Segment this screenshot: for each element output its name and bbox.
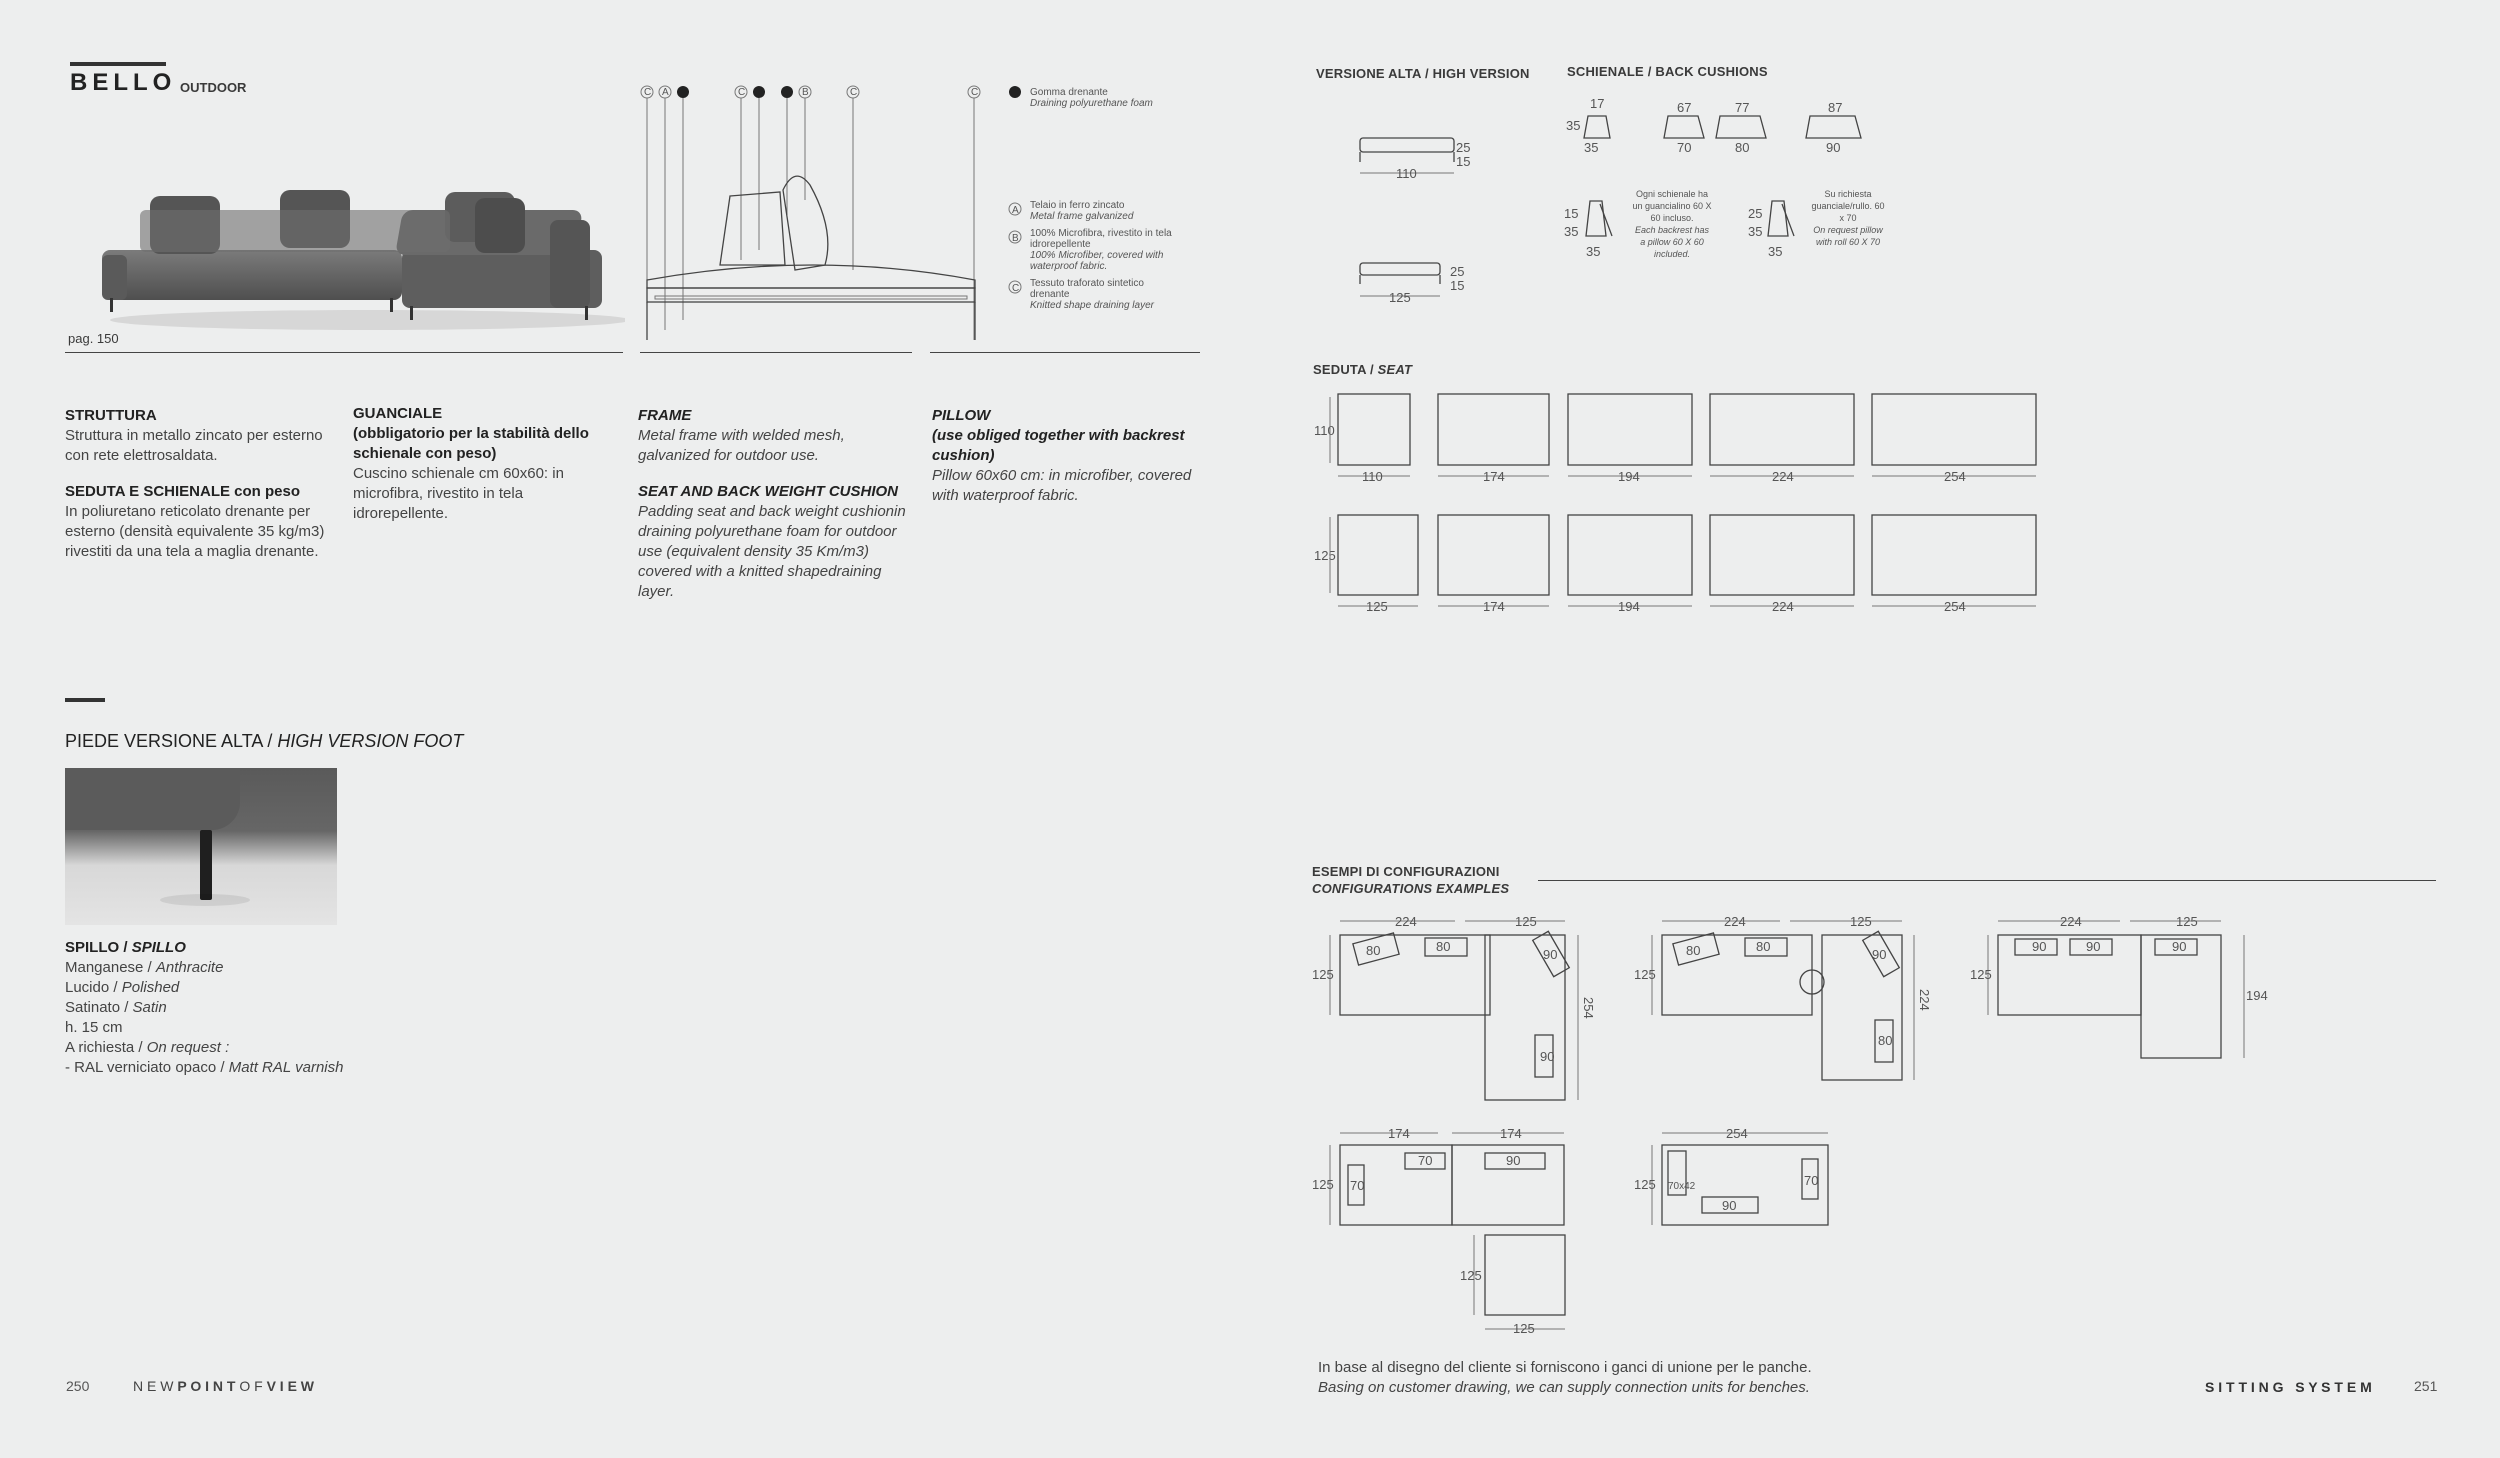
svg-text:70: 70 — [1677, 140, 1692, 155]
photo-caption: pag. 150 — [68, 331, 119, 346]
svg-text:C: C — [850, 87, 858, 98]
svg-text:254: 254 — [1726, 1126, 1748, 1141]
svg-text:110: 110 — [1396, 166, 1417, 181]
svg-text:70: 70 — [1350, 1178, 1365, 1193]
svg-text:254: 254 — [1944, 599, 1966, 614]
brand-tagline: N E W P O I N T O F V I E W — [133, 1378, 315, 1394]
svg-text:15: 15 — [1456, 154, 1470, 169]
config-note-en: Basing on customer drawing, we can supply connection units for benches. — [1318, 1379, 1810, 1396]
svg-text:125: 125 — [1312, 1177, 1334, 1192]
foot-ral: - RAL verniciato opaco / Matt RAL varnish — [65, 1059, 344, 1076]
foot-option: Lucido / Polished — [65, 979, 180, 996]
svg-text:25: 25 — [1748, 206, 1763, 221]
legend-a-it: Telaio in ferro zincato — [1030, 200, 1125, 211]
config-examples — [1310, 905, 2270, 1345]
svg-text:35: 35 — [1586, 244, 1601, 259]
legend-foam-it: Gomma drenante — [1030, 87, 1108, 98]
legend-a-en: Metal frame galvanized — [1030, 211, 1134, 222]
seat-title: SEDUTA / SEAT — [1313, 362, 1413, 377]
legend-c-it: Tessuto traforato sintetico drenante — [1030, 278, 1144, 300]
section-label: S I T T I N G S Y S T E M — [2205, 1379, 2372, 1395]
pillow-text: Pillow 60x60 cm: in microfiber, covered with waterproof fabric. — [932, 467, 1192, 504]
guanciale-title: GUANCIALE — [353, 405, 443, 422]
legend-a-icon — [1008, 202, 1022, 216]
svg-text:194: 194 — [1618, 469, 1640, 484]
svg-text:B: B — [1012, 233, 1019, 244]
svg-text:C: C — [971, 87, 979, 98]
legend-b-it: 100% Microfibra, rivestito in tela idrorepellente — [1030, 228, 1172, 250]
svg-text:17: 17 — [1590, 96, 1605, 111]
foot-height: h. 15 cm — [65, 1019, 123, 1036]
svg-text:25: 25 — [1450, 264, 1465, 279]
svg-text:90: 90 — [1826, 140, 1841, 155]
sofa-photo — [80, 170, 625, 340]
svg-text:80: 80 — [1436, 939, 1451, 954]
svg-text:110: 110 — [1314, 423, 1335, 438]
svg-text:15: 15 — [1564, 206, 1579, 221]
legend-c-en: Knitted shape draining layer — [1030, 300, 1154, 311]
svg-text:125: 125 — [1389, 290, 1411, 305]
legend-b-en: 100% Microfiber, covered with waterproof fabric. — [1030, 250, 1164, 272]
foot-name: SPILLO / SPILLO — [65, 939, 186, 956]
svg-text:90: 90 — [2086, 939, 2101, 954]
svg-text:125: 125 — [1460, 1268, 1482, 1283]
divider — [65, 352, 623, 353]
seat-modules — [1310, 385, 2050, 625]
svg-text:80: 80 — [1878, 1033, 1893, 1048]
divider — [930, 352, 1200, 353]
page-number-right: 251 — [2414, 1378, 2438, 1394]
svg-text:174: 174 — [1500, 1126, 1522, 1141]
seat-title: SEAT AND BACK WEIGHT CUSHION — [638, 483, 898, 500]
config-note-it: In base al disegno del cliente si forniscono i ganci di unione per le panche. — [1318, 1359, 1812, 1376]
svg-text:125: 125 — [1634, 1177, 1656, 1192]
svg-text:B: B — [802, 87, 809, 98]
svg-text:194: 194 — [1618, 599, 1640, 614]
svg-text:80: 80 — [1366, 943, 1381, 958]
back-cushions-title: SCHIENALE / BACK CUSHIONS — [1567, 64, 1768, 79]
back-note-it: Ogni schienale ha un guancialino 60 X 60 incluso. — [1632, 189, 1712, 223]
svg-text:A: A — [1012, 205, 1019, 216]
back-cushions-drawing — [1560, 96, 1900, 276]
config-5 — [1634, 1126, 1828, 1225]
svg-text:174: 174 — [1483, 469, 1505, 484]
svg-text:125: 125 — [1970, 967, 1992, 982]
brand-subtitle: OUTDOOR — [180, 80, 247, 95]
brand-logo: BELLO — [70, 62, 176, 97]
guanciale-text: Cuscino schienale cm 60x60: in microfibra, rivestito in tela idrorepellente. — [353, 465, 564, 522]
svg-text:125: 125 — [1366, 599, 1388, 614]
svg-text:35: 35 — [1584, 140, 1599, 155]
svg-text:90: 90 — [1872, 947, 1887, 962]
foot-photo — [65, 768, 337, 925]
svg-text:224: 224 — [1772, 469, 1794, 484]
foot-title: PIEDE VERSIONE ALTA / HIGH VERSION FOOT — [65, 731, 464, 751]
svg-text:125: 125 — [1634, 967, 1656, 982]
seduta-text: In poliuretano reticolato drenante per esterno (densità equivalente 35 kg/m3) rivestiti da una tela a maglia drenante. — [65, 503, 325, 560]
divider — [640, 352, 912, 353]
svg-text:90: 90 — [1540, 1049, 1555, 1064]
svg-text:80: 80 — [1756, 939, 1771, 954]
svg-text:224: 224 — [1724, 914, 1746, 929]
svg-text:87: 87 — [1828, 100, 1843, 115]
svg-text:C: C — [738, 87, 746, 98]
config-2 — [1634, 914, 1932, 1080]
svg-text:90: 90 — [2032, 939, 2047, 954]
svg-text:174: 174 — [1388, 1126, 1410, 1141]
struttura-text: Struttura in metallo zincato per esterno con rete elettrosaldata. — [65, 427, 323, 464]
config-3 — [1970, 914, 2268, 1058]
svg-text:254: 254 — [1944, 469, 1966, 484]
seat-text: Padding seat and back weight cushionin draining polyurethane foam for outdoor use (equivalent density 35 Km/m3) covered with a knitted shapedraining layer. — [638, 503, 906, 600]
svg-text:90: 90 — [1543, 947, 1558, 962]
label-a: A — [662, 87, 669, 98]
pillow-sub: (use obliged together with backrest cushion) — [932, 427, 1185, 464]
svg-text:254: 254 — [1581, 997, 1596, 1019]
svg-text:35: 35 — [1566, 118, 1581, 133]
svg-text:67: 67 — [1677, 100, 1692, 115]
guanciale-sub: (obbligatorio per la stabilità dello schienale con peso) — [353, 425, 589, 462]
struttura-title: STRUTTURA — [65, 407, 157, 424]
section-marker — [65, 698, 105, 702]
foot-request: A richiesta / On request : — [65, 1039, 230, 1056]
svg-text:125: 125 — [1515, 914, 1537, 929]
svg-text:224: 224 — [2060, 914, 2082, 929]
svg-text:125: 125 — [1312, 967, 1334, 982]
svg-text:80: 80 — [1735, 140, 1750, 155]
config-title-it: ESEMPI DI CONFIGURAZIONI — [1312, 864, 1500, 879]
foot-option: Manganese / Anthracite — [65, 959, 224, 976]
svg-text:125: 125 — [2176, 914, 2198, 929]
seduta-title: SEDUTA E SCHIENALE con peso — [65, 483, 301, 500]
divider — [1538, 880, 2436, 881]
svg-text:25: 25 — [1456, 140, 1470, 155]
config-4 — [1312, 1126, 1565, 1336]
pillow-title: PILLOW — [932, 407, 991, 424]
label-c: C — [644, 87, 652, 98]
svg-text:194: 194 — [2246, 988, 2268, 1003]
high-version-title: VERSIONE ALTA / HIGH VERSION — [1316, 66, 1530, 81]
svg-text:35: 35 — [1748, 224, 1763, 239]
legend-b-icon — [1008, 230, 1022, 244]
back-request-it: Su richiesta guanciale/rullo. 60 x 70 — [1811, 189, 1885, 223]
svg-text:224: 224 — [1772, 599, 1794, 614]
svg-text:224: 224 — [1917, 989, 1932, 1011]
svg-text:110: 110 — [1362, 469, 1383, 484]
svg-text:125: 125 — [1314, 548, 1336, 563]
frame-title: FRAME — [638, 407, 692, 424]
svg-text:70x42: 70x42 — [1668, 1181, 1696, 1192]
svg-text:90: 90 — [2172, 939, 2187, 954]
svg-text:35: 35 — [1768, 244, 1783, 259]
svg-text:70: 70 — [1804, 1173, 1819, 1188]
legend-foam-en: Draining polyurethane foam — [1030, 98, 1153, 109]
foot-option: Satinato / Satin — [65, 999, 167, 1016]
legend-c-icon — [1008, 280, 1022, 294]
svg-text:125: 125 — [1513, 1321, 1535, 1336]
svg-text:15: 15 — [1450, 278, 1465, 293]
high-version-drawing — [1350, 130, 1470, 310]
svg-text:C: C — [1012, 283, 1020, 294]
svg-text:35: 35 — [1564, 224, 1579, 239]
page-number-left: 250 — [66, 1378, 90, 1394]
svg-text:90: 90 — [1722, 1198, 1737, 1213]
frame-text: Metal frame with welded mesh, galvanized for outdoor use. — [638, 427, 845, 464]
svg-text:90: 90 — [1506, 1153, 1521, 1168]
svg-text:174: 174 — [1483, 599, 1505, 614]
svg-text:80: 80 — [1686, 943, 1701, 958]
svg-text:77: 77 — [1735, 100, 1750, 115]
svg-text:125: 125 — [1850, 914, 1872, 929]
svg-text:224: 224 — [1395, 914, 1417, 929]
config-1 — [1312, 914, 1596, 1100]
back-request-en: On request pillow with roll 60 X 70 — [1813, 225, 1883, 247]
back-note-en: Each backrest has a pillow 60 X 60 included. — [1634, 225, 1710, 259]
svg-text:70: 70 — [1418, 1153, 1433, 1168]
config-title-en: CONFIGURATIONS EXAMPLES — [1312, 881, 1510, 896]
